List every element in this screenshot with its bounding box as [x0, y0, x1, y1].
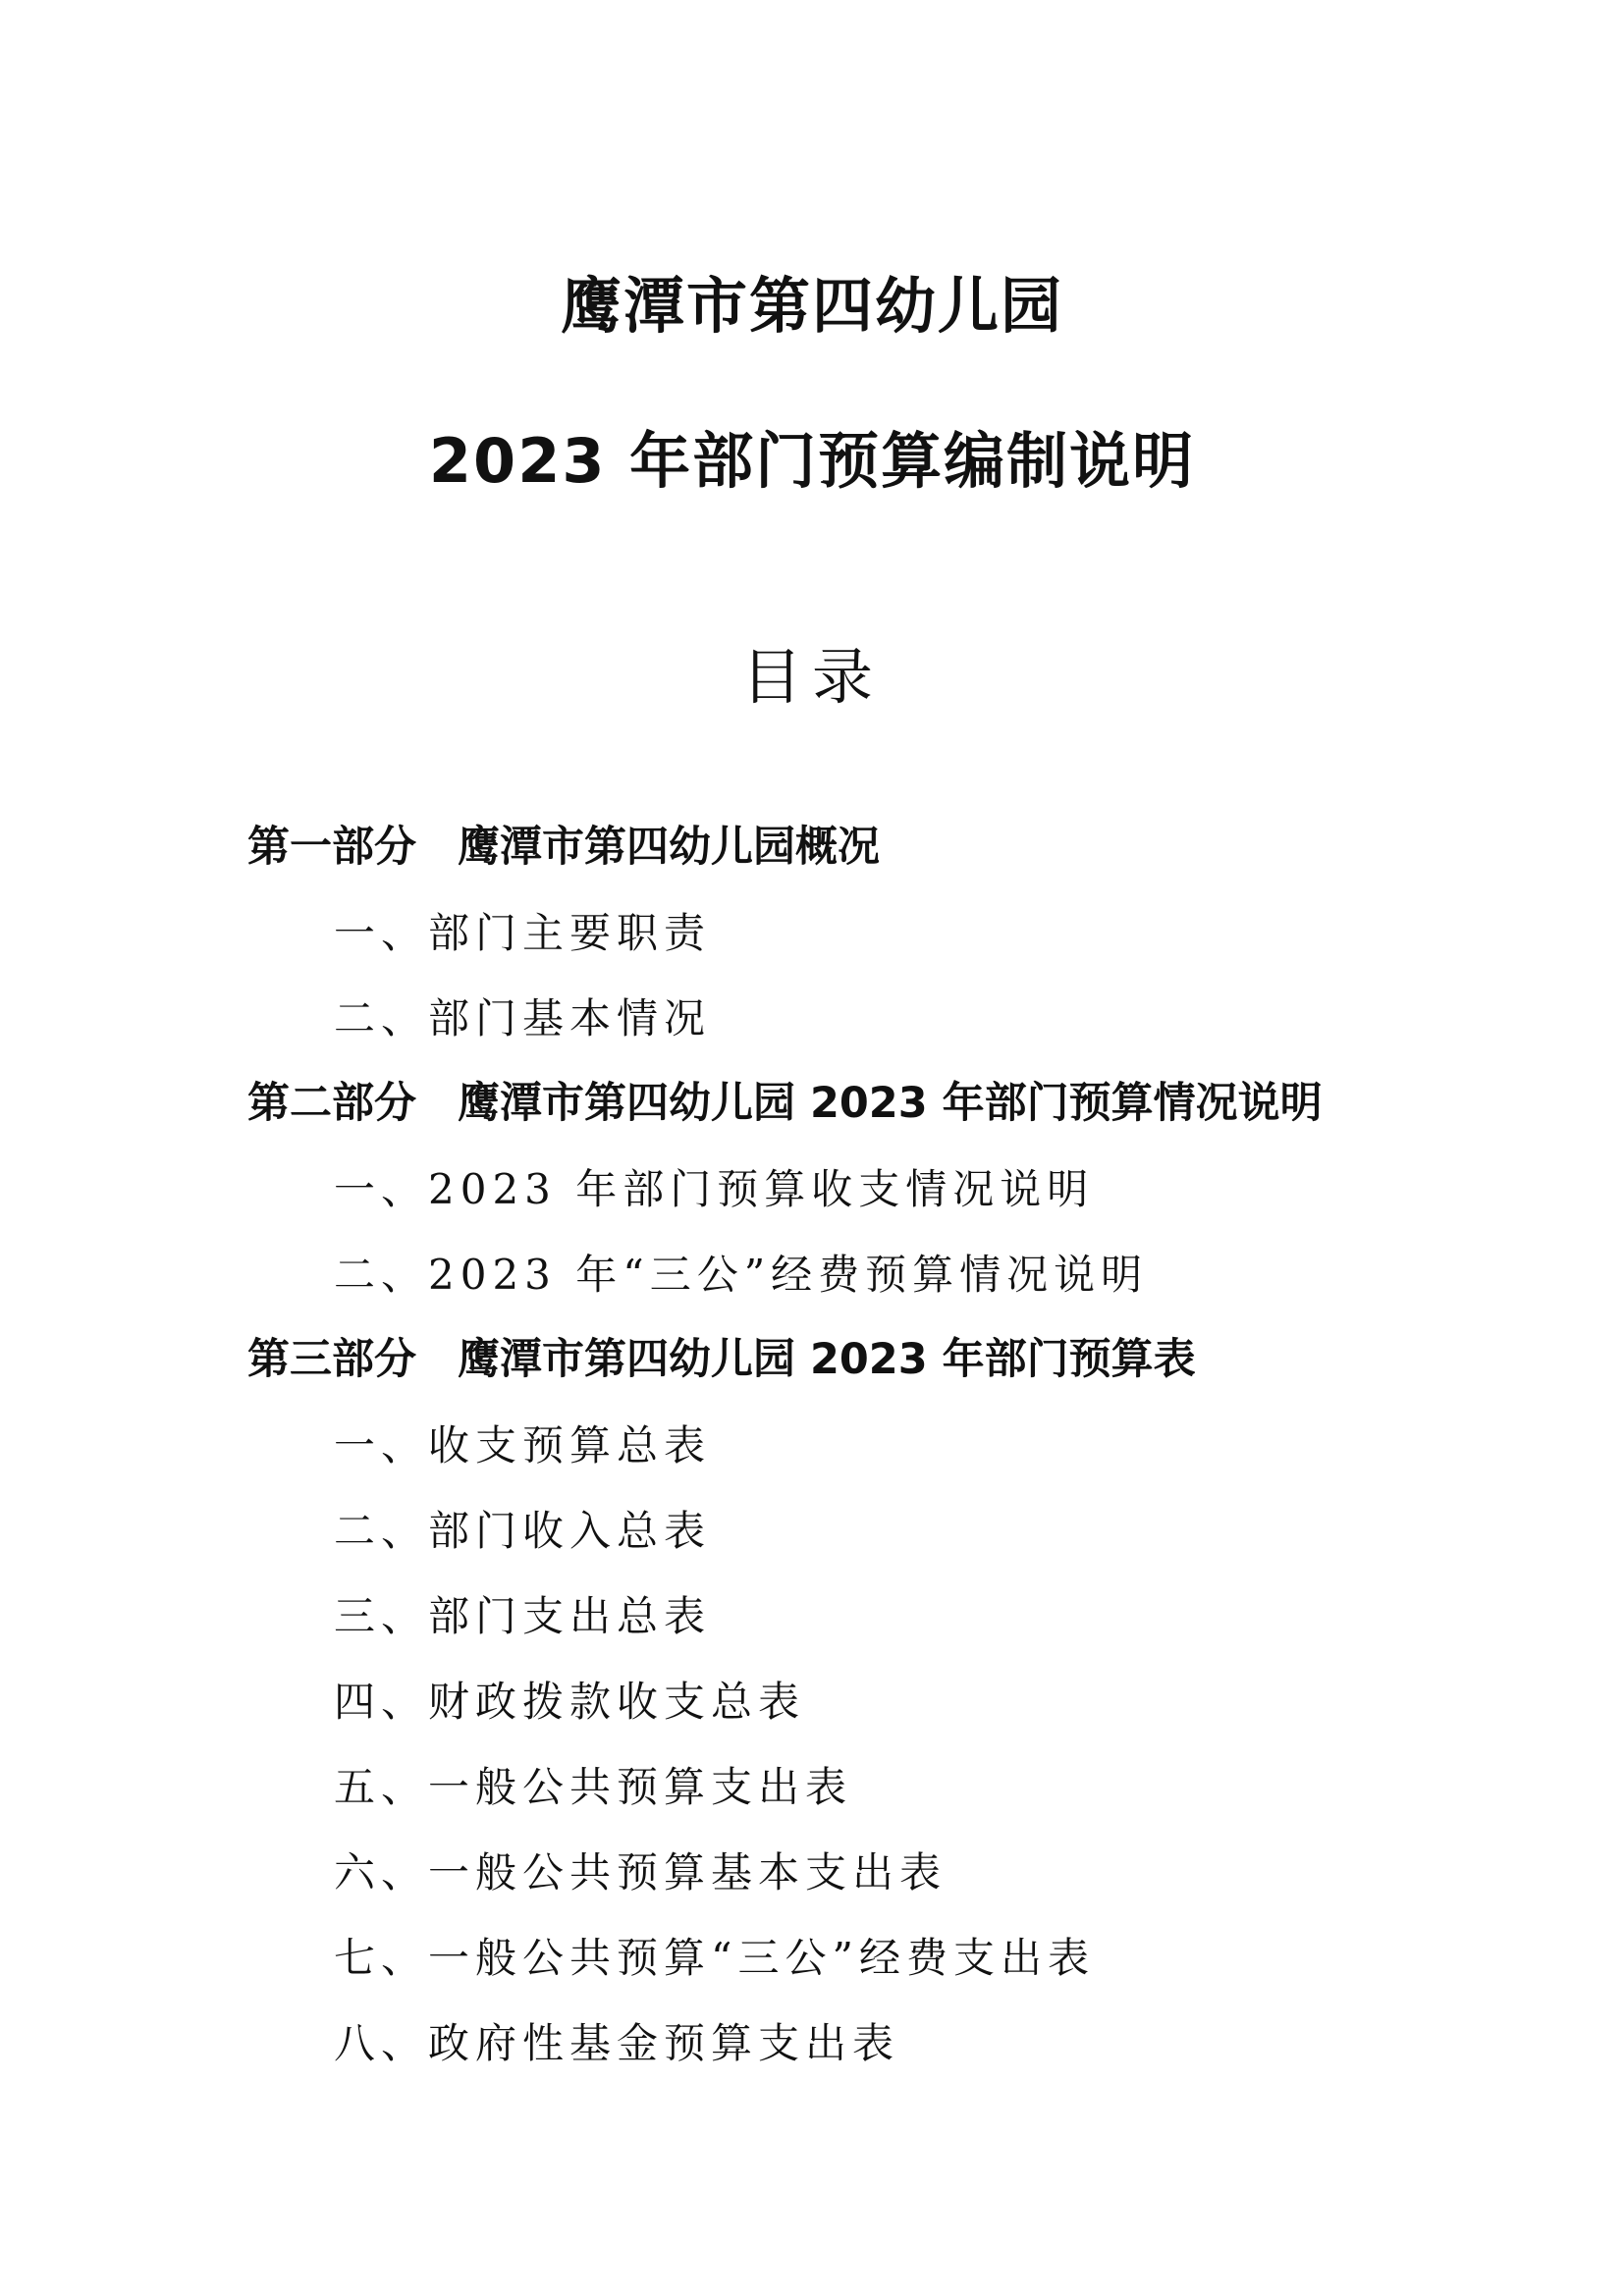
toc-part-title: 鹰潭市第四幼儿园 2023 年部门预算情况说明 [458, 1079, 1323, 1128]
toc-part-1[interactable] [247, 805, 1563, 890]
toc-item-part1-1[interactable]: 一、部门主要职责 [334, 909, 712, 957]
toc-part-3[interactable] [247, 1317, 1563, 1403]
toc-item-part3-3[interactable]: 三、部门支出总表 [334, 1592, 712, 1640]
toc-item-part2-2[interactable]: 二、2023 年“三公”经费预算情况说明 [334, 1251, 1149, 1299]
toc-part-label: 第三部分 [247, 1335, 416, 1384]
toc-item-part3-5[interactable]: 五、一般公共预算支出表 [334, 1763, 853, 1811]
table-of-contents [247, 805, 1563, 2086]
toc-item-part3-2[interactable]: 二、部门收入总表 [334, 1507, 712, 1555]
toc-part-title: 鹰潭市第四幼儿园 2023 年部门预算表 [458, 1335, 1196, 1384]
toc-item-part3-6[interactable]: 六、一般公共预算基本支出表 [334, 1848, 947, 1896]
toc-part-2[interactable] [247, 1061, 1563, 1147]
toc-item-part2-1[interactable]: 一、2023 年部门预算收支情况说明 [334, 1165, 1095, 1213]
toc-item-part3-8[interactable]: 八、政府性基金预算支出表 [334, 2019, 900, 2067]
document-title-line-1: 鹰潭市第四幼儿园 [560, 270, 1063, 342]
toc-item-part3-7[interactable]: 七、一般公共预算“三公”经费支出表 [334, 1934, 1095, 1982]
toc-item-part1-2[interactable]: 二、部门基本情况 [334, 994, 712, 1042]
toc-part-title: 鹰潭市第四幼儿园概况 [458, 823, 880, 872]
toc-heading: 目录 [740, 641, 883, 713]
toc-item-part3-1[interactable]: 一、收支预算总表 [334, 1421, 712, 1469]
toc-part-label: 第一部分 [247, 823, 416, 872]
document-title-line-2: 2023 年部门预算编制说明 [428, 425, 1196, 497]
toc-item-part3-4[interactable]: 四、财政拨款收支总表 [334, 1678, 806, 1726]
toc-part-label: 第二部分 [247, 1079, 416, 1128]
